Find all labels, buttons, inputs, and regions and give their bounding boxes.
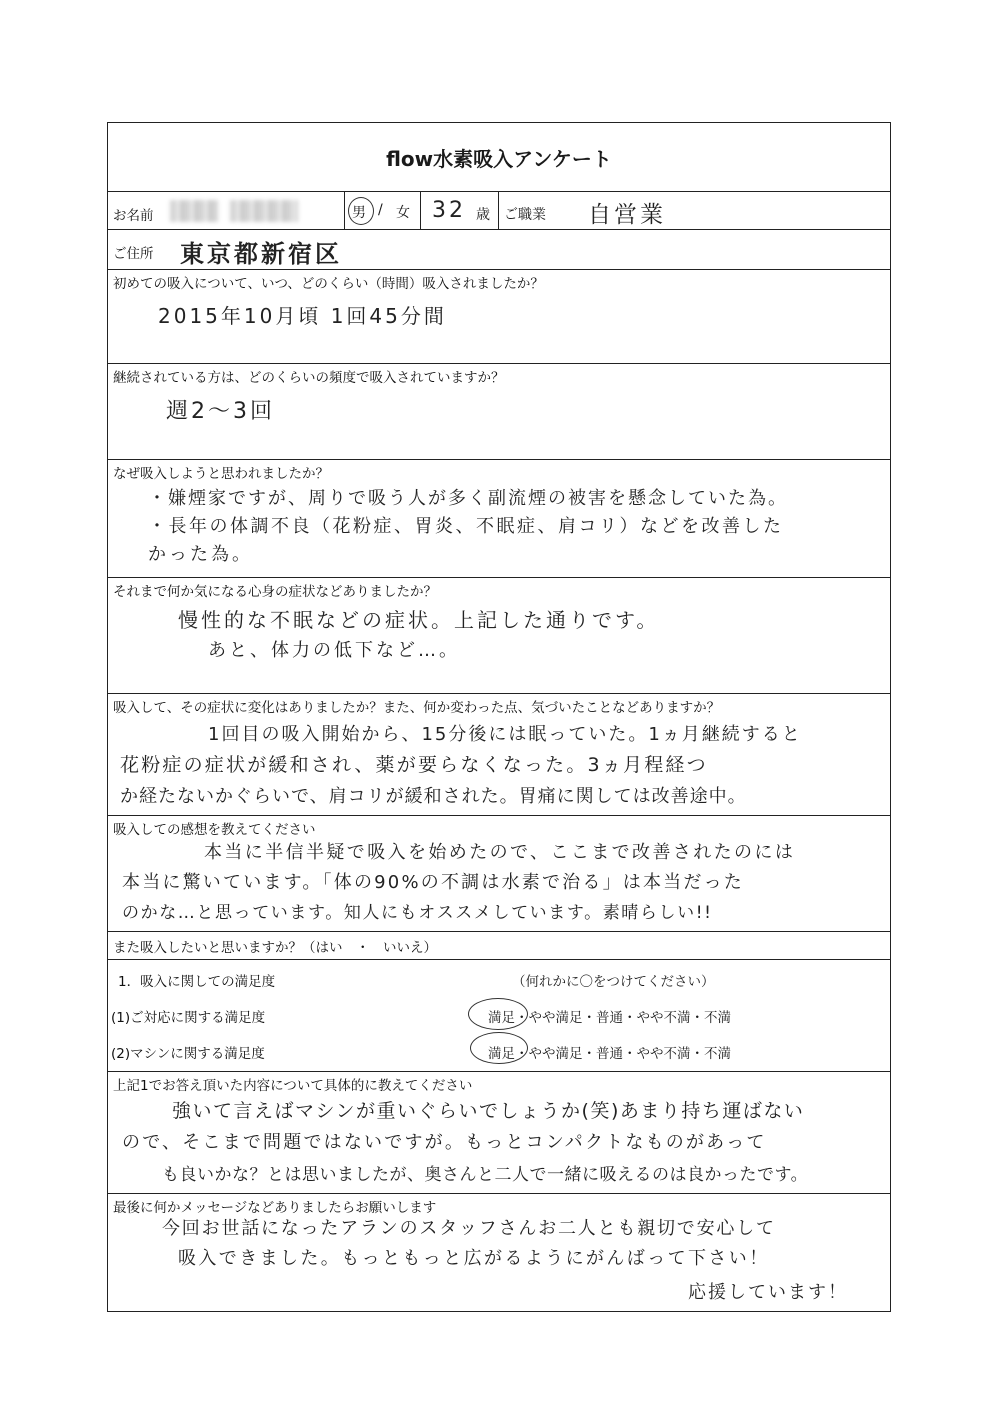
satisfaction-heading: 1．吸入に関しての満足度 (118, 974, 276, 990)
question-label: 初めての吸入について、いつ、どのくらい（時間）吸入されましたか？ (113, 276, 544, 292)
answer-line: ・嫌煙家ですが、周りで吸う人が多く副流煙の被害を懸念していた為。 (148, 488, 788, 509)
question-label: 最後に何かメッセージなどありましたらお願いします (113, 1200, 437, 1216)
question-message (108, 1193, 890, 1312)
answer-line: 本当に驚いています。「体の90%の不調は水素で治る」は本当だった (122, 872, 744, 893)
address-value: 東京都新宿区 (180, 240, 342, 268)
redacted-name-2 (230, 200, 298, 222)
name-row (108, 191, 890, 230)
question-reason (108, 459, 890, 576)
question-label: また吸入したいと思いますか？（はい ・ いいえ） (113, 940, 437, 956)
question-details (108, 1071, 890, 1192)
answer-line: あと、体力の低下など…。 (208, 640, 460, 661)
name-label: お名前 (113, 208, 154, 224)
form-title: flow水素吸入アンケート (386, 147, 612, 171)
gender-selection-circle (348, 197, 374, 225)
question-label: 吸入して、その症状に変化はありましたか？また、何か変わった点、気づいたことなどありますか？ (113, 700, 721, 716)
gender-male: 男 (352, 202, 366, 222)
satisfaction-selection-circle (470, 1032, 528, 1064)
satisfaction-section (108, 959, 890, 1070)
answer-line: 強いて言えばマシンが重いぐらいでしょうか(笑)あまり持ち運ばない (172, 1100, 805, 1122)
answer-line: 今回お世話になったアランのスタッフさんお二人とも親切で安心して (162, 1218, 776, 1239)
divider (498, 192, 499, 230)
satisfaction-scale: 満足・やや満足・普通・やや不満・不満 (488, 1046, 731, 1062)
job-label: ご職業 (504, 207, 546, 223)
answer-line: 花粉症の症状が緩和され、薬が要らなくなった。3ヵ月程経つ (120, 754, 708, 776)
answer-line: も良いかな？とは思いましたが、奥さんと二人で一緒に吸えるのは良かったです。 (162, 1165, 809, 1185)
answer-line: のかな…と思っています。知人にもオススメしています。素晴らしい!! (122, 903, 713, 923)
answer-line: 応援しています！ (688, 1282, 848, 1303)
answer-line: ので、そこまで問題ではないですが。もっとコンパクトなものがあって (122, 1132, 767, 1153)
job-value: 自営業 (588, 202, 666, 228)
age-label: 歳 (476, 207, 490, 223)
answer-line: か経たないかぐらいで、肩コリが緩和された。胃痛に関しては改善途中。 (120, 786, 747, 807)
question-again (108, 931, 890, 960)
question-label: 上記1でお答え頂いた内容について具体的に教えてください (113, 1078, 473, 1094)
satisfaction-scale: 満足・やや満足・普通・やや不満・不満 (488, 1010, 731, 1026)
satisfaction-item-label: (2)マシンに関する満足度 (111, 1046, 265, 1062)
question-first-inhalation (108, 269, 890, 362)
survey-form (107, 122, 891, 1312)
question-label: それまで何か気になる心身の症状などありましたか？ (113, 584, 437, 600)
question-frequency (108, 363, 890, 458)
question-symptoms (108, 577, 890, 692)
gender-female: 女 (396, 205, 410, 221)
answer-line: 1回目の吸入開始から、15分後には眠っていた。1ヵ月継続すると (208, 724, 802, 745)
question-impressions (108, 815, 890, 930)
question-label: なぜ吸入しようと思われましたか？ (113, 466, 329, 482)
satisfaction-item-label: (1)ご対応に関する満足度 (111, 1010, 266, 1026)
answer-text: 週2〜3回 (166, 399, 275, 424)
satisfaction-instruction: （何れかに〇をつけてください） (512, 974, 715, 990)
satisfaction-selection-circle (468, 998, 528, 1030)
question-label: 継続されている方は、どのくらいの頻度で吸入されていますか？ (113, 370, 505, 386)
address-label: ご住所 (113, 246, 154, 262)
answer-text: 2015年10月頃 1回45分間 (158, 304, 447, 328)
answer-line: ・長年の体調不良（花粉症、胃炎、不眠症、肩コリ）などを改善した (148, 516, 784, 537)
divider (344, 192, 345, 230)
age-value: 32 (432, 198, 466, 223)
address-row (108, 229, 890, 268)
divider (420, 192, 421, 230)
answer-line: かった為。 (148, 544, 253, 565)
question-changes (108, 693, 890, 814)
answer-line: 本当に半信半疑で吸入を始めたので、ここまで改善されたのには (204, 842, 796, 863)
gender-separator: / (378, 202, 383, 218)
redacted-name (170, 200, 218, 222)
answer-line: 吸入できました。もっともっと広がるようにがんばって下さい！ (178, 1248, 770, 1269)
answer-line: 慢性的な不眠などの症状。上記した通りです。 (178, 608, 660, 632)
question-label: 吸入しての感想を教えてください (113, 822, 316, 838)
